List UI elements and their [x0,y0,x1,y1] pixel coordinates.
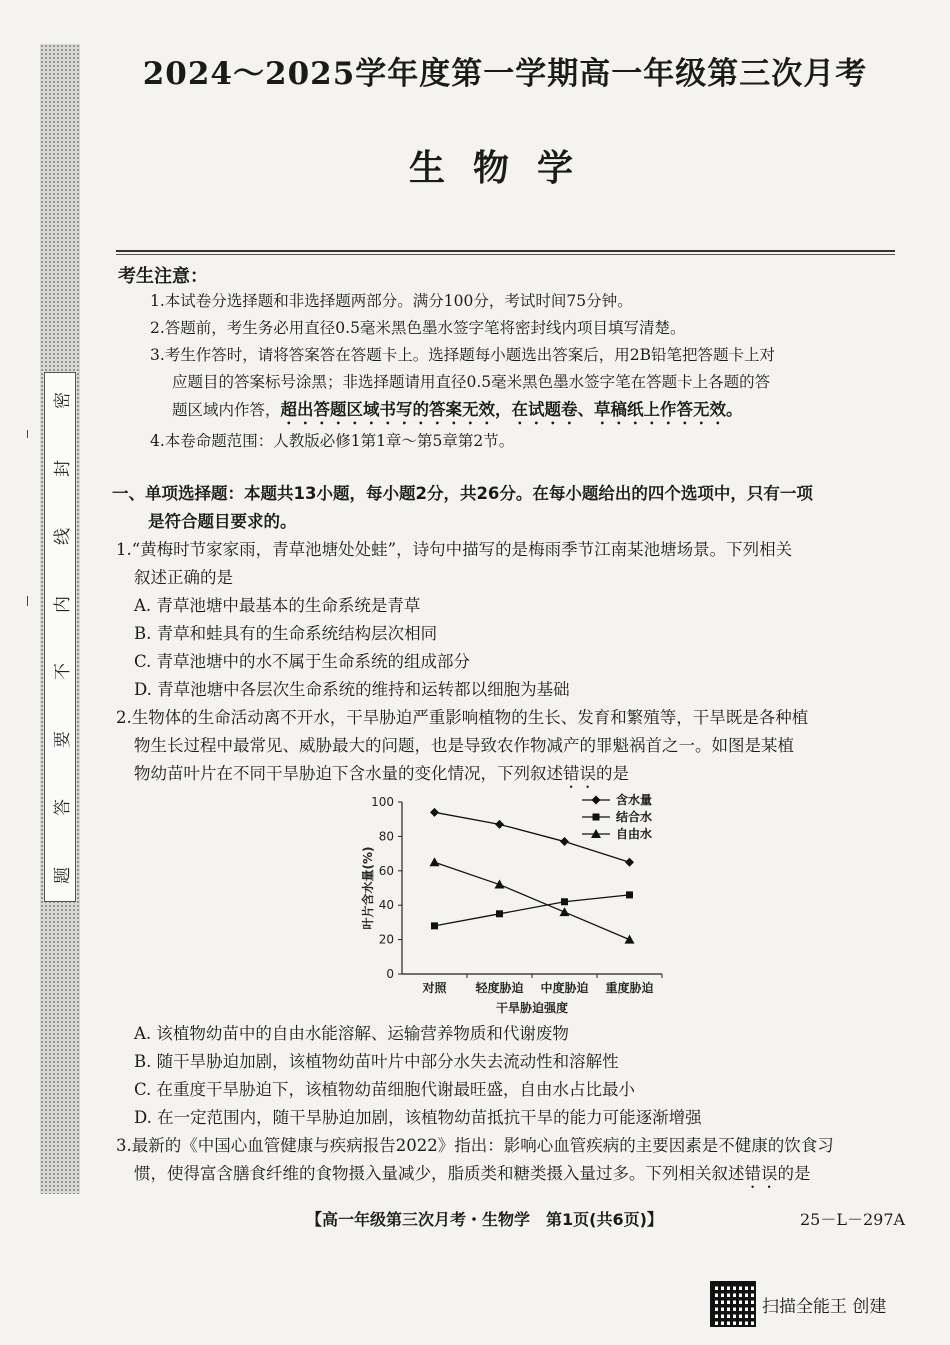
margin-tick [27,596,28,606]
seal-char: 答 [52,799,73,817]
chart-svg [356,788,686,1023]
q2-option-b: B. 随干旱胁迫加剧，该植物幼苗叶片中部分水失去流动性和溶解性 [134,1052,619,1071]
scanner-watermark: 扫描全能王 创建 [762,1297,887,1317]
header-rule-thin [116,254,895,255]
data-point-triangle [560,907,570,916]
x-tick-label: 对照 [422,981,447,995]
q2-stem-emphasis: 错误 [563,764,596,783]
seal-char: 封 [52,459,73,477]
y-tick-label: 60 [378,863,394,878]
x-tick-label: 轻度胁迫 [475,981,524,995]
notice-item-1: 1.本试卷分选择题和非选择题两部分。满分100分，考试时间75分钟。 [150,292,633,310]
section-heading: 一、单项选择题：本题共13小题，每小题2分，共26分。在每小题给出的四个选项中，只有一项 [112,484,813,503]
y-tick-label: 80 [378,829,394,844]
notice-item-4: 4.本卷命题范围：人教版必修1第1章～第5章第2节。 [150,432,515,450]
q1-option-d: D. 青草池塘中各层次生命系统的维持和运转都以细胞为基础 [134,680,570,699]
notice-block [118,288,898,455]
q2-stem-line-2: 物生长过程中最常见、威胁最大的问题，也是导致农作物减产的罪魁祸首之一。如图是某植 [134,736,794,755]
legend-label: 自由水 [616,827,653,841]
seal-char: 要 [52,731,73,749]
notice-item-2: 2.答题前，考生务必用直径0.5毫米黑色墨水签字笔将密封线内项目填写清楚。 [150,319,686,337]
legend-marker-square [593,814,600,821]
paper-code: 25－L－297A [800,1210,906,1229]
data-point-diamond [430,808,439,817]
data-point-diamond [560,837,569,846]
x-tick-label: 中度胁迫 [540,981,589,995]
margin-tick [27,430,28,438]
data-point-diamond [495,820,504,829]
page-footer: 【高一年级第三次月考・生物学 第1页(共6页)】 [306,1210,663,1229]
q1-option-b: B. 青草和蛙具有的生命系统结构层次相同 [134,624,438,643]
section-heading-line-2: 是符合题目要求的。 [148,512,297,531]
y-tick-label: 40 [378,898,394,913]
section-heading-cont [112,508,912,536]
seal-char: 密 [52,392,73,409]
q1-option-c: C. 青草池塘中的水不属于生命系统的组成部分 [134,652,471,671]
exam-subject: 生物学 [408,148,601,189]
notice-item-3-line-2: 应题目的答案标号涂黑；非选择题请用直径0.5毫米黑色墨水签字笔在答题卡上各题的答 [172,373,771,391]
q1-stem-line-2: 叙述正确的是 [134,568,233,587]
y-tick-label: 100 [371,795,394,809]
q2-stem-text: 物幼苗叶片在不同干旱胁迫下含水量的变化情况，下列叙述 [134,764,563,783]
y-axis-label: 叶片含水量(%) [361,846,375,930]
legend-label: 结合水 [616,810,653,824]
qr-code-icon [712,1283,754,1325]
data-point-diamond [625,858,634,867]
q3-stem-line-2 [112,1160,912,1192]
x-axis-label: 干旱胁迫强度 [495,1001,569,1015]
seal-char: 题 [52,866,73,884]
water-content-chart [356,788,686,1023]
q2-options-and-q3 [112,1020,912,1192]
legend-marker-diamond [592,796,601,805]
q2-option-a: A. 该植物幼苗中的自由水能溶解、运输营养物质和代谢废物 [134,1024,569,1043]
seal-line-text [48,388,72,888]
q2-stem-line-1: 2.生物体的生命活动离不开水，干旱胁迫严重影响植物的生长、发育和繁殖等，干旱既是各种植 [116,708,809,727]
question-body [112,480,912,792]
q2-stem-end: 的是 [596,764,629,783]
notice-item-3-emphasis: 超出答题区域书写的答案无效，在试题卷、草稿纸上作答无效。 [280,400,743,419]
notice-item-3-line-3 [118,396,898,428]
data-point-triangle [430,857,440,866]
exam-title: 2024～2025学年度第一学期高一年级第三次月考 [142,56,868,92]
q1-option-a: A. 青草池塘中最基本的生命系统是青草 [134,596,421,615]
data-point-triangle [625,935,635,944]
data-point-triangle [495,880,505,889]
q3-stem-emphasis: 错误 [744,1164,778,1183]
x-tick-label: 重度胁迫 [605,981,654,995]
seal-char: 不 [52,663,73,681]
q2-option-c: C. 在重度干旱胁迫下，该植物幼苗细胞代谢最旺盛，自由水占比最小 [134,1080,636,1099]
data-point-square [431,922,438,929]
series-line-triangle [435,862,630,939]
data-point-square [561,898,568,905]
y-tick-label: 20 [378,932,394,947]
seal-char: 内 [52,595,73,613]
notice-item-3-text: 题区域内作答， [172,401,281,419]
q3-stem-end: 的是 [777,1164,811,1183]
q3-stem-text: 惯，使得富含膳食纤维的食物摄入量减少，脂质类和糖类摄入量过多。下列相关叙述 [134,1164,745,1183]
data-point-square [496,910,503,917]
q1-stem-line-1: 1.“黄梅时节家家雨，青草池塘处处蛙”，诗句中描写的是梅雨季节江南某池塘场景。下列相关 [116,540,793,559]
q3-stem-line-1: 3.最新的《中国心血管健康与疾病报告2022》指出：影响心血管疾病的主要因素是不健康的饮食习 [116,1136,834,1155]
y-tick-label: 0 [386,967,394,981]
seal-char: 线 [52,527,73,545]
legend-label: 含水量 [616,793,653,807]
notice-item-3-line-1: 3.考生作答时，请将答案答在答题卡上。选择题每小题选出答案后，用2B铅笔把答题卡上对 [150,346,776,364]
series-line-square [435,895,630,926]
notice-title: 考生注意： [118,266,208,287]
data-point-square [626,891,633,898]
q2-option-d: D. 在一定范围内，随干旱胁迫加剧，该植物幼苗抵抗干旱的能力可能逐渐增强 [134,1108,702,1127]
header-rule [116,250,895,252]
